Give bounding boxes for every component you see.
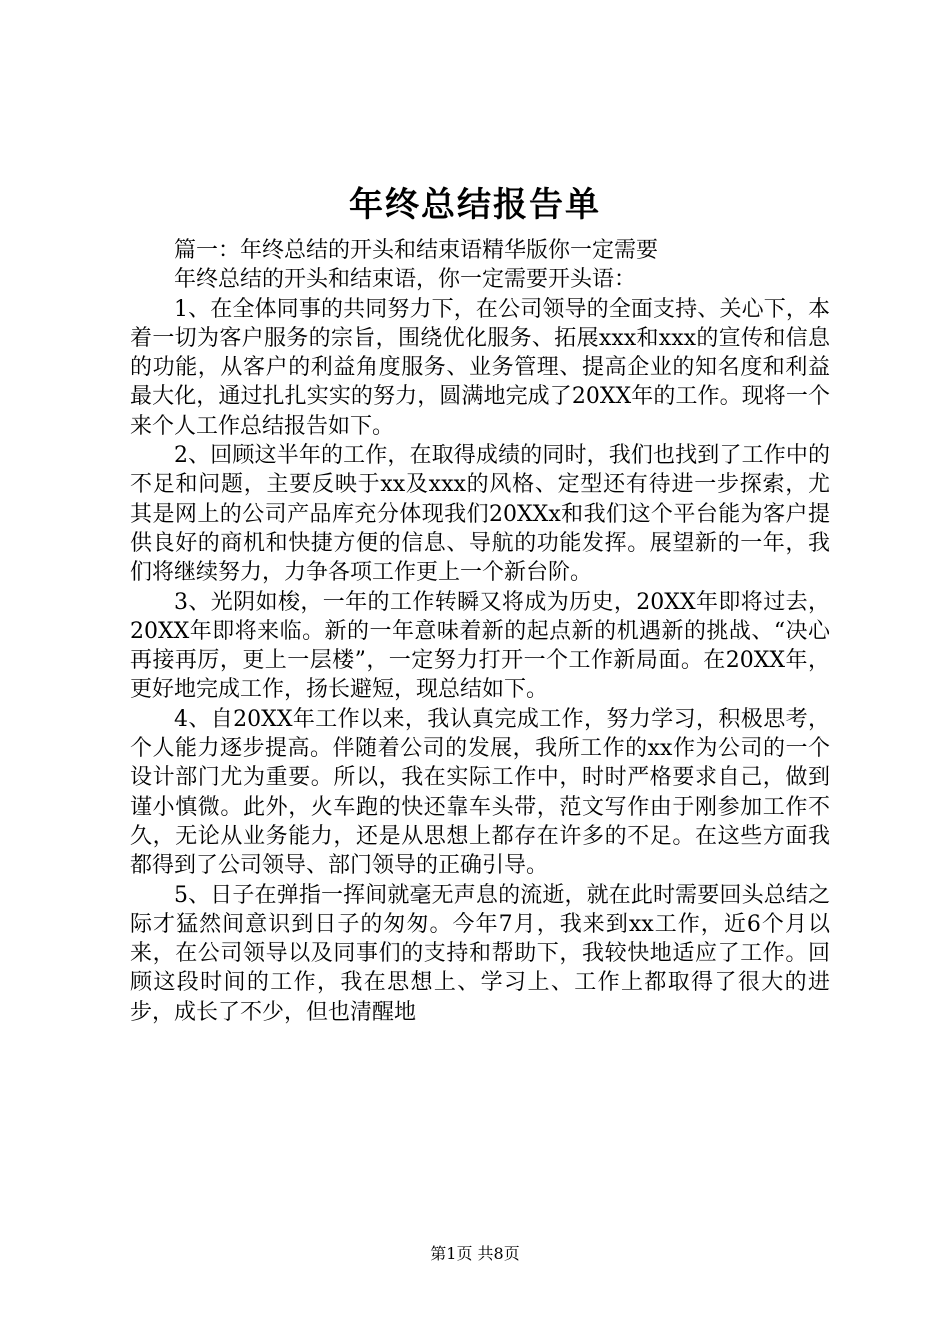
paragraph-4: 4、自20XX年工作以来，我认真完成工作，努力学习，积极思考，个人能力逐步提高。伴随着公司的发展，我所工作的xx作为公司的一个设计部门尤为重要。所以，我在实际工作中，时时严格要求自己，做到谨小慎微。此外，火车跑的快还靠车头带，范文写作由于刚参加工作不久，无论从业务能力，还是从思想上都存在许多的不足。在这些方面我都得到了公司领导、部门领导的正确引导。 xyxy=(130,706,830,879)
document-body xyxy=(130,236,830,1027)
paragraph-3: 3、光阴如梭，一年的工作转瞬又将成为历史，20XX年即将过去，20XX年即将来临。新的一年意味着新的起点新的机遇新的挑战、“决心再接再厉，更上一层楼”，一定努力打开一个工作新局面。在20XX年，更好地完成工作，扬长避短，现总结如下。 xyxy=(130,589,830,703)
paragraph-5: 5、日子在弹指一挥间就毫无声息的流逝，就在此时需要回头总结之际才猛然间意识到日子的匆匆。今年7月，我来到xx工作，近6个月以来，在公司领导以及同事们的支持和帮助下，我较快地适应了工作。回顾这段时间的工作，我在思想上、学习上、工作上都取得了很大的进步，成长了不少，但也清醒地 xyxy=(130,882,830,1025)
paragraph-2: 2、回顾这半年的工作，在取得成绩的同时，我们也找到了工作中的不足和问题，主要反映于xx及xxx的风格、定型还有待进一步探索，尤其是网上的公司产品库充分体现我们20XXx和我们这个平台能为客户提供良好的商机和快捷方便的信息、导航的功能发挥。展望新的一年，我们将继续努力，力争各项工作更上一个新台阶。 xyxy=(130,443,830,586)
paragraph-1: 1、在全体同事的共同努力下，在公司领导的全面支持、关心下，本着一切为客户服务的宗旨，围绕优化服务、拓展xxx和xxx的宣传和信息的功能，从客户的利益角度服务、业务管理、提高企业的知名度和利益最大化，通过扎扎实实的努力，圆满地完成了20XX年的工作。现将一个来个人工作总结报告如下。 xyxy=(130,296,830,439)
paragraph-intro: 年终总结的开头和结束语，你一定需要开头语： xyxy=(174,267,637,293)
paragraph-heading: 篇一：年终总结的开头和结束语精华版你一定需要 xyxy=(174,238,659,263)
page-number-footer: 第1页 共8页 xyxy=(430,1244,520,1263)
document-title: 年终总结报告单 xyxy=(349,185,601,225)
